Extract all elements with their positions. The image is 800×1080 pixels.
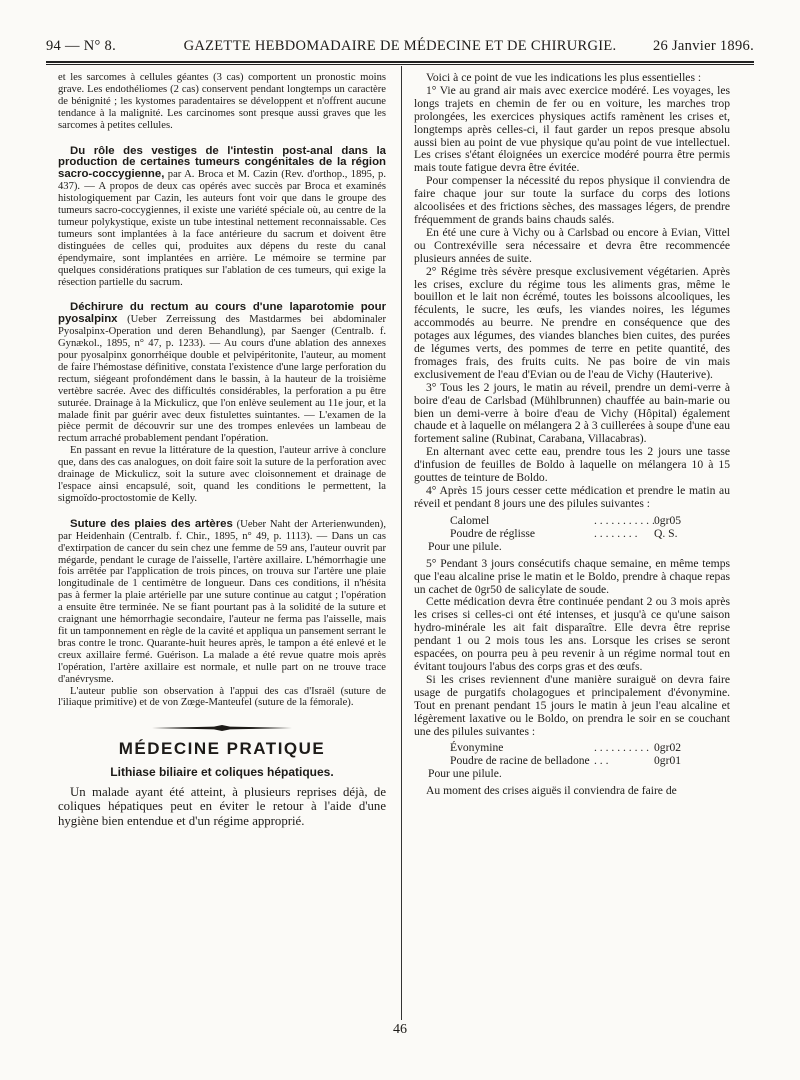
article-title: Déchirure du rectum au cours d'une laparotomie pour pyosalpinx <box>58 301 386 326</box>
article-heidenhain <box>58 519 386 686</box>
prescription-line <box>414 528 730 541</box>
paragraph: Si les crises reviennent d'une manière suraiguë on devra faire usage de purgatifs cholagogues et principalement d'évonymine. Tout en prenant pendant 15 jours le matin à jeun l'eau alcaline et légèrement laxative ou le Boldo, on prendra le soir en se couchant une des pilules suivantes : <box>414 672 730 738</box>
running-header <box>46 38 754 58</box>
paragraph: 2° Régime très sévère presque exclusivement végétarien. Après les crises, exclure du régime tous les aliments gras, même le bouillon et le lait non écrémé, toutes les boissons alcooliques, les féculents, le sucre, les œufs, les viandes noires, les légumes accommodés au beurre. Ne prendre en conséquence que des potages aux légumes, des viandes blanches bien cuites, des purées de légumes verts, des pommes de terre en petite quantité, des fromages frais, des fruits cuits. Ne pas boire de vin mais exclusivement de l'eau d'Evian ou de l'eau de Vichy (Hauterive). <box>414 264 730 381</box>
column-separator <box>401 66 402 1020</box>
prescription-evonymine <box>414 742 730 781</box>
prescription-note: Pour une pilule. <box>428 767 502 781</box>
leader-dots: . . . . . . . . . . . <box>594 513 655 527</box>
issue-date: 26 Janvier 1896. <box>652 38 754 54</box>
journal-title: GAZETTE HEBDOMADAIRE DE MÉDECINE ET DE CHIRURGIE. <box>183 38 617 54</box>
paragraph: En alternant avec cette eau, prendre tous les 2 jours une tasse d'infusion de feuilles de Boldo à laquelle on mélangera 10 à 15 gouttes de teinture de Boldo. <box>414 445 730 485</box>
prescription-note: Pour une pilule. <box>428 539 502 553</box>
article-heidenhain-continued: L'auteur publie son observation à l'appui des cas d'Israël (suture de l'iliaque primitive) et de von Zœge-Manteufel (suture de la fémorale). <box>58 685 386 709</box>
section-title: MÉDECINE PRATIQUE <box>118 739 326 759</box>
leader-dots: . . . <box>594 754 609 768</box>
right-column <box>414 72 730 1022</box>
paragraph: Pour compenser la nécessité du repos physique il conviendra de faire chaque jour sur toute la surface du corps des lotions alcoolisées et des frictions sèches, des massages légers, de prendre fréquemment de grands bains chauds salés. <box>414 174 730 226</box>
paragraph: 1° Vie au grand air mais avec exercice modéré. Les voyages, les longs trajets en chemin de fer ou en voiture, les marches trop prolongées, les exercices physiques actifs ramènent les crises et, longtemps après celles-ci, il faut garder un repos presque absolu aussi bien au point de vue physique qu'au point de vue intellectuel. Les crises s'étant éloignées un exercice modéré pourra être permis mais toute fatigue devra être évitée. <box>414 83 730 175</box>
paragraph: 5° Pendant 3 jours consécutifs chaque semaine, en même temps que l'eau alcaline prise le matin et le Boldo, prendre à chaque repas un cachet de 0gr50 de salicylate de soude. <box>414 556 730 596</box>
article-title: Suture des plaies des artères <box>70 517 233 530</box>
prescription-line <box>414 515 730 528</box>
intro-paragraph: et les sarcomes à cellules géantes (3 cas) comportent un pronostic moins grave. Les endothéliomes (2 cas) conservent pendant longtemps un caractère de bénignité ; les kystomes paradentaires se développent et n'offrent aucune tendance à la malignité. Les carcinomes sont presque aussi graves que les sarcomes à petites cellules. <box>58 72 386 131</box>
paragraph: 4° Après 15 jours cesser cette médication et prendre le matin au réveil et pendant 8 jours une des pilules suivantes : <box>414 484 730 510</box>
section-subtitle: Lithiase biliaire et coliques hépatiques. <box>110 765 334 780</box>
drug-name: Évonymine <box>450 741 504 755</box>
article-text: par A. Broca et M. Cazin (Rev. d'orthop., 1895, p. 437). — A propos de deux cas opérés avec succès par Broca et examinés histologiquement par Cazin, les auteurs font voir que dans le groupe des tumeurs sacro-coccygiennes, il existe une variété spéciale où, au centre de la tumeur polykystique, existe un tube intestinal nettement reconnaissable. Ces tumeurs sont implantées à la face antérieure du sacrum et doivent être distinguées de celles qui, produites aux dépens du reste du canal épendymaire, sont implantées en arrière. Le mémoire se termine par quelques considérations pratiques sur l'ablation de ces tumeurs, qui exige la résection partielle du sacrum. <box>58 169 386 288</box>
paragraph: Voici à ce point de vue les indications les plus essentielles : <box>426 72 702 84</box>
drug-name: Poudre de racine de belladone <box>450 754 590 768</box>
paragraph: En été une cure à Vichy ou à Carlsbad ou encore à Evian, Vittel ou Contrexéville sera nécessaire et devra être recommencée plusieurs années de suite. <box>414 225 730 265</box>
drug-quantity: 0gr05 <box>654 513 682 527</box>
paragraph: Cette médication devra être continuée pendant 2 ou 3 mois après les crises si celles-ci ont été intenses, et jusqu'à ce qu'une saison hydro-minérale les ait fait disparaître. Elle devra être reprise pendant 1 ou 2 mois tous les ans. Lorsque les crises se seront espacées, on pourra peu à peu revenir à un régime normal tout en évitant toujours l'abus des corps gras et des œufs. <box>414 595 730 673</box>
left-column <box>58 72 386 1022</box>
divider-ornament-icon <box>152 723 292 733</box>
leader-dots: . . . . . . . . . . <box>594 741 650 755</box>
article-text: (Ueber Naht der Arterienwunden), par Heidenhain (Centralb. f. Chir., 1895, n° 49, p. 1113). — Dans un cas d'extirpation de cancer du sein chez une femme de 59 ans, l'auteur ouvrit par mégarde, pendant le curage de l'aisselle, l'artère axillaire. L'hémorrhagie une fois arrêtée par l'application de trois pinces, on trouva sur l'artère une plaie longitudinale de 1 centimètre de longueur. Dans ces conditions, il n'hésita pas à fermer la plaie artérielle par une suture continue au catgut ; l'opération a ensuite être terminée. Ne se fiant pourtant pas à la solidité de la suture et craignant une hémorrhagie secondaire, l'auteur ne ferma pas l'aisselle, mais fit un tamponnement en règle de la cavité et appliqua un pansement serrant le bras contre le tronc. Quarante-huit heures après, le tampon a été enlevé et le creux axillaire fermé. Guérison. La malade a été revue quatre mois après l'opération, l'artère axillaire est normale, et nulle part on ne trouve trace d'anévrysme. <box>58 518 386 685</box>
drug-name: Poudre de réglisse <box>450 526 536 540</box>
paragraph: 3° Tous les 2 jours, le matin au réveil, prendre un demi-verre à boire d'eau de Carlsbad (Mühlbrunnen) chauffée au bain-marie ou bien un demi-verre à boire d'eau de Vichy (Hôpital) également chaude et à laquelle on mélangera 2 à 3 cuillerées à soupe d'une eau fortement saline (Rubinat, Carabana, Villacabras). <box>414 380 730 446</box>
drug-name: Calomel <box>450 513 490 527</box>
prescription-line <box>414 755 730 768</box>
header-rule-thin <box>46 64 754 65</box>
header-rule <box>46 61 754 63</box>
paragraph: Au moment des crises aiguës il conviendra de faire de <box>426 784 677 798</box>
prescription-calomel <box>414 515 730 554</box>
article-broca-cazin <box>58 146 386 289</box>
page-number: 46 <box>393 1022 407 1037</box>
drug-quantity: Q. S. <box>654 526 678 540</box>
drug-quantity: 0gr01 <box>654 754 682 768</box>
page-label: 94 — N° 8. <box>46 38 117 54</box>
drug-quantity: 0gr02 <box>654 741 682 755</box>
article-saenger <box>58 302 386 445</box>
section-intro: Un malade ayant été atteint, à plusieurs reprises déjà, de coliques hépatiques peut en éviter le retour à l'aide d'une hygiène bien entendue et d'un régime approprié. <box>58 785 386 828</box>
article-title: Du rôle des vestiges de l'intestin post-anal dans la production de certaines tumeurs congénitales de la région sacro-coccygienne, <box>58 144 386 181</box>
article-saenger-continued: En passant en revue la littérature de la question, l'auteur arrive à conclure que, dans des cas analogues, on doit faire soit la suture de la perforation avec drainage de Mickulicz, soit la suture avec cloisonnement et drainage de l'espace ainsi encapsulé, soit, quand les conditions le permettent, la sigmoïdo-proctostomie de Kelly. <box>58 445 386 504</box>
leader-dots: . . . . . . . . <box>594 526 638 540</box>
article-text: (Ueber Zerreissung des Mastdarmes bei abdominaler Pyosalpinx-Operation und deren Behandlung), par Saenger (Centralb. f. Gynækol., 1895, n° 47, p. 1233). — Au cours d'une ablation des annexes pour pyosalpinx gonorrhéique double et pelvipéritonite, l'auteur, au moment de faire l'hémostase définitive, constata l'existence d'une large perforation du rectum, siégeant profondément dans le bassin, à la hauteur de la troisième vertèbre sacrée. Avec des difficultés considérables, la perforation a pu être suturée. Drainage à la Mickulicz, que l'on enlève seulement au 11e jour, et la malade finit par guérir avec deux fistulettes suintantes. — L'examen de la pièce permit de découvrir sur une des trompes enlevées un lambeau de rectum arraché probablement pendant l'opération. <box>58 314 386 445</box>
